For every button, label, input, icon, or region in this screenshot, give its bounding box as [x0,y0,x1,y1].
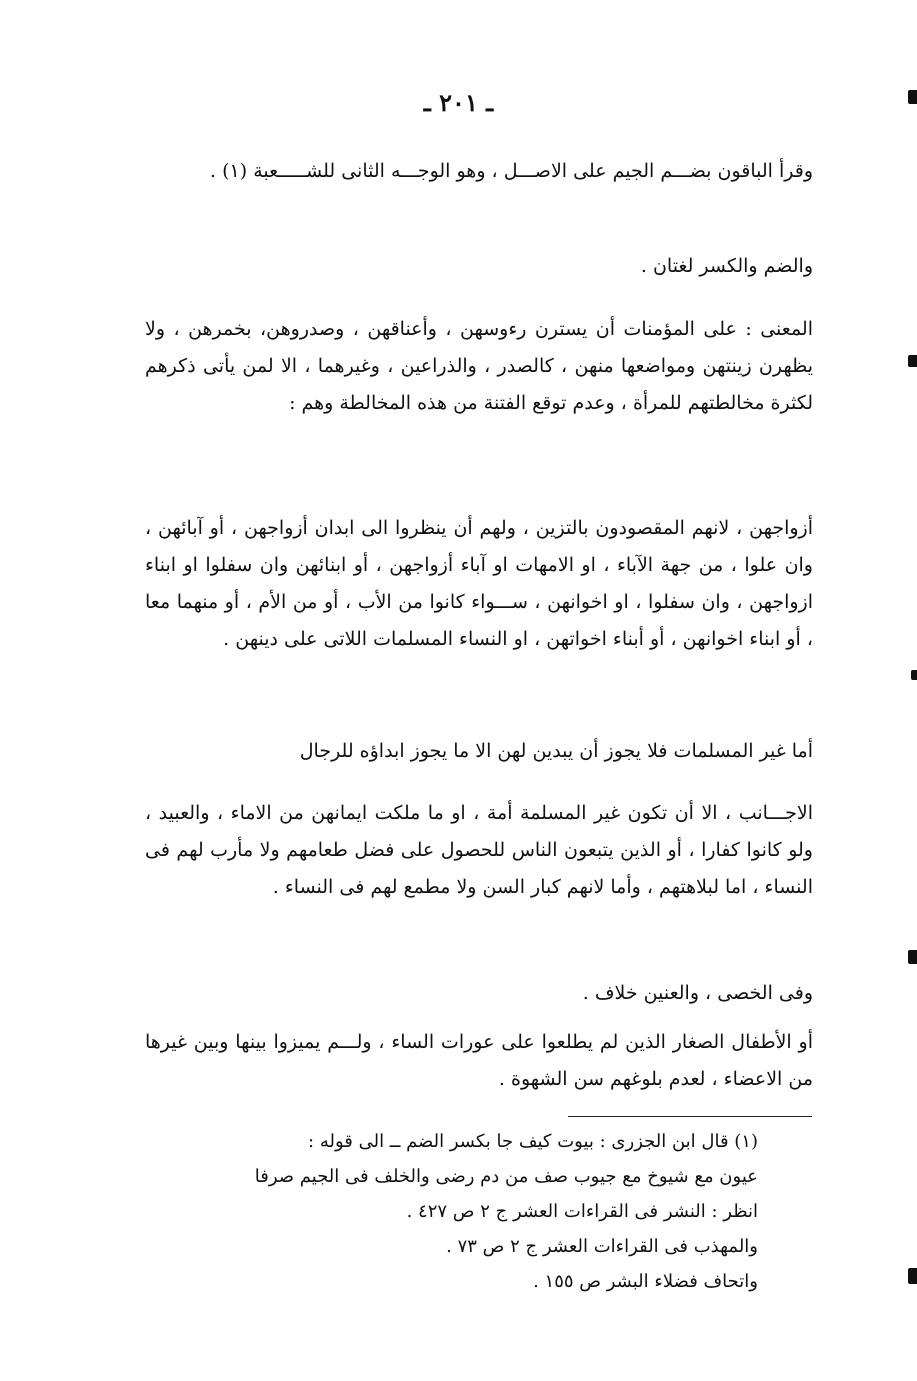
paragraph-relatives-list: أزواجهن ، لانهم المقصودون بالتزين ، ولهم أن ينظروا الى ابدان أزواجهن ، أو آبائهن ، وان علوا ، من جهة الآباء ، او الامهات او آباء أزواجهن ، أو ابنائهن وان سفلوا او ابناء ازواجهن ، وان سفلوا ، او اخوانهن ، ســـواء كانوا من الأب ، أو من الأم ، أو منهما معا ، أو ابناء اخوانهن ، أو أبناء اخواتهن ، او النساء المسلمات اللاتى على دينهن . [145,517,813,650]
footnote-line: واتحاف فضلاء البشر ص ١٥٥ . [533,1271,758,1292]
paragraph-eunuch-disagreement: وفى الخصى ، والعنين خلاف . [582,982,813,1004]
footnote-line: والمهذب فى القراءات العشر ج ٢ ص ٧٣ . [446,1236,758,1257]
paragraph-two-dialects: والضم والكسر لغتان . [640,255,813,277]
scan-edge-mark [908,1268,917,1284]
paragraph-foreigners-exception: الاجـــانب ، الا أن تكون غير المسلمة أمة ، او ما ملكت ايمانهن من الاماء ، والعبيد ، ولو كانوا كفارا ، أو الذين يتبعون الناس للحصول على فضل طعامهم ولا مأرب لهم فى النساء ، اما لبلاهتهم ، وأما لانهم كبار السن ولا مطمع لهم فى النساء . [145,802,813,898]
paragraph-meaning: المعنى : على المؤمنات أن يسترن رءوسهن ، وأعناقهن ، وصدروهن، بخمرهن ، ولا يظهرن زينتهن ومواضعها منهن ، كالصدر ، والذراعين ، وغيرهما ، الا لمن يأتى ذكرهم لكثرة مخالطتهم للمرأة ، وعدم توقع الفتنة من هذه المخالطة وهم : [145,318,813,414]
paragraph-non-muslim-women: أما غير المسلمات فلا يجوز أن يبدين لهن الا ما يجوز ابداؤه للرجال [299,740,813,762]
footnote-line: انظر : النشر فى القراءات العشر ج ٢ ص ٤٢٧ . [406,1201,758,1222]
scan-edge-mark [908,950,917,964]
footnote-line: (١) قال ابن الجزرى : بيوت كيف جا بكسر الضم ــ الى قوله : [308,1131,758,1152]
footnotes [145,1124,813,1299]
paragraph-reading-variant: وقرأ الباقون بضـــم الجيم على الاصـــل ، وهو الوجـــه الثانى للشـــــعبة (١) . [210,160,813,182]
page-number: ـ ٢٠١ ـ [423,88,494,117]
footnote-divider [568,1116,812,1117]
paragraph-young-children: أو الأطفال الصغار الذين لم يطلعوا على عورات الساء ، ولـــم يميزوا بينها وبين غيرها من الاعضاء ، لعدم بلوغهم سن الشهوة . [145,1031,813,1090]
scan-edge-mark [908,90,917,104]
scan-edge-mark [911,670,917,680]
footnote-line: عيون مع شيوخ مع جيوب صف من دم رضى والخلف فى الجيم صرفا [254,1166,758,1187]
scan-edge-mark [908,355,917,367]
